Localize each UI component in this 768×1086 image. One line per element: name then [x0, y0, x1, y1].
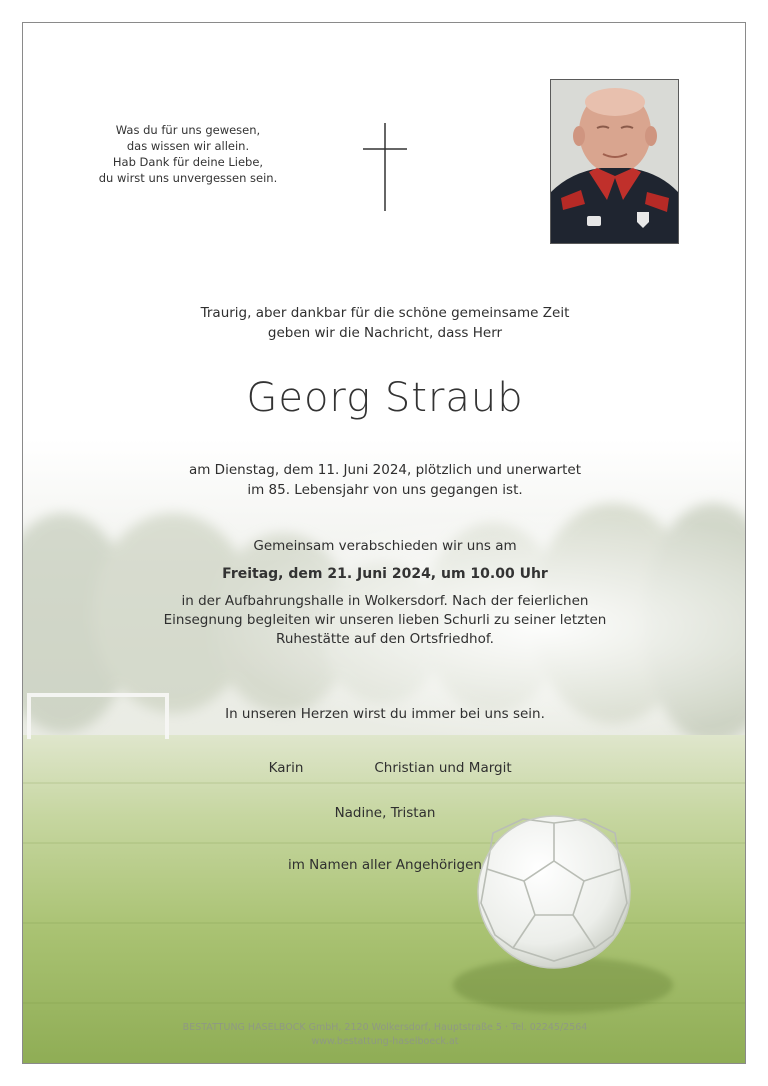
funeral-home-address: BESTATTUNG HASELBÖCK GmbH, 2120 Wolkersdorf, Hauptstraße 5 · Tel. 02245/2564 [182, 1022, 588, 1033]
mourner-christian-margit: Christian und Margit [374, 760, 512, 776]
funeral-home-website[interactable]: www.bestattung-haselboeck.at [311, 1036, 459, 1047]
intro-line: Traurig, aber dankbar für die schöne gemeinsame Zeit [200, 305, 570, 321]
poem-line: Hab Dank für deine Liebe, [112, 155, 264, 169]
poem [73, 122, 303, 186]
death-line: im 85. Lebensjahr von uns gegangen ist. [247, 482, 523, 498]
funeral-line: in der Aufbahrungshalle in Wolkersdorf. Nach der feierlichen [181, 593, 589, 609]
announcement-intro [103, 303, 667, 343]
intro-line: geben wir die Nachricht, dass Herr [267, 325, 503, 341]
relatives-line: im Namen aller Angehörigen [287, 857, 482, 873]
poem-line: du wirst uns unvergessen sein. [98, 171, 278, 185]
death-line: am Dienstag, dem 11. Juni 2024, plötzlich und unerwartet [188, 462, 582, 478]
mourner-nadine-tristan: Nadine, Tristan [334, 805, 436, 821]
funeral-line: Ruhestätte auf den Ortsfriedhof. [276, 631, 494, 647]
poem-line: Was du für uns gewesen, [115, 123, 261, 137]
obituary-card [22, 22, 746, 1064]
death-notice [103, 460, 667, 500]
portrait-image [551, 80, 678, 243]
mourner-karin: Karin [268, 760, 304, 776]
soccer-ball-icon [478, 816, 630, 968]
cross-icon [363, 123, 407, 211]
poem-line: das wissen wir allein. [126, 139, 250, 153]
farewell-intro: Gemeinsam verabschieden wir uns am [253, 538, 517, 554]
funeral-details [133, 592, 637, 649]
deceased-name: Georg Straub [246, 375, 524, 421]
funeral-line: Einsegnung begleiten wir unseren lieben Schurli zu seiner letzten [163, 612, 607, 628]
funeral-date: Freitag, dem 21. Juni 2024, um 10.00 Uhr [222, 566, 548, 582]
memorial-sentence: In unseren Herzen wirst du immer bei uns sein. [225, 706, 545, 722]
portrait-photo [550, 79, 679, 244]
